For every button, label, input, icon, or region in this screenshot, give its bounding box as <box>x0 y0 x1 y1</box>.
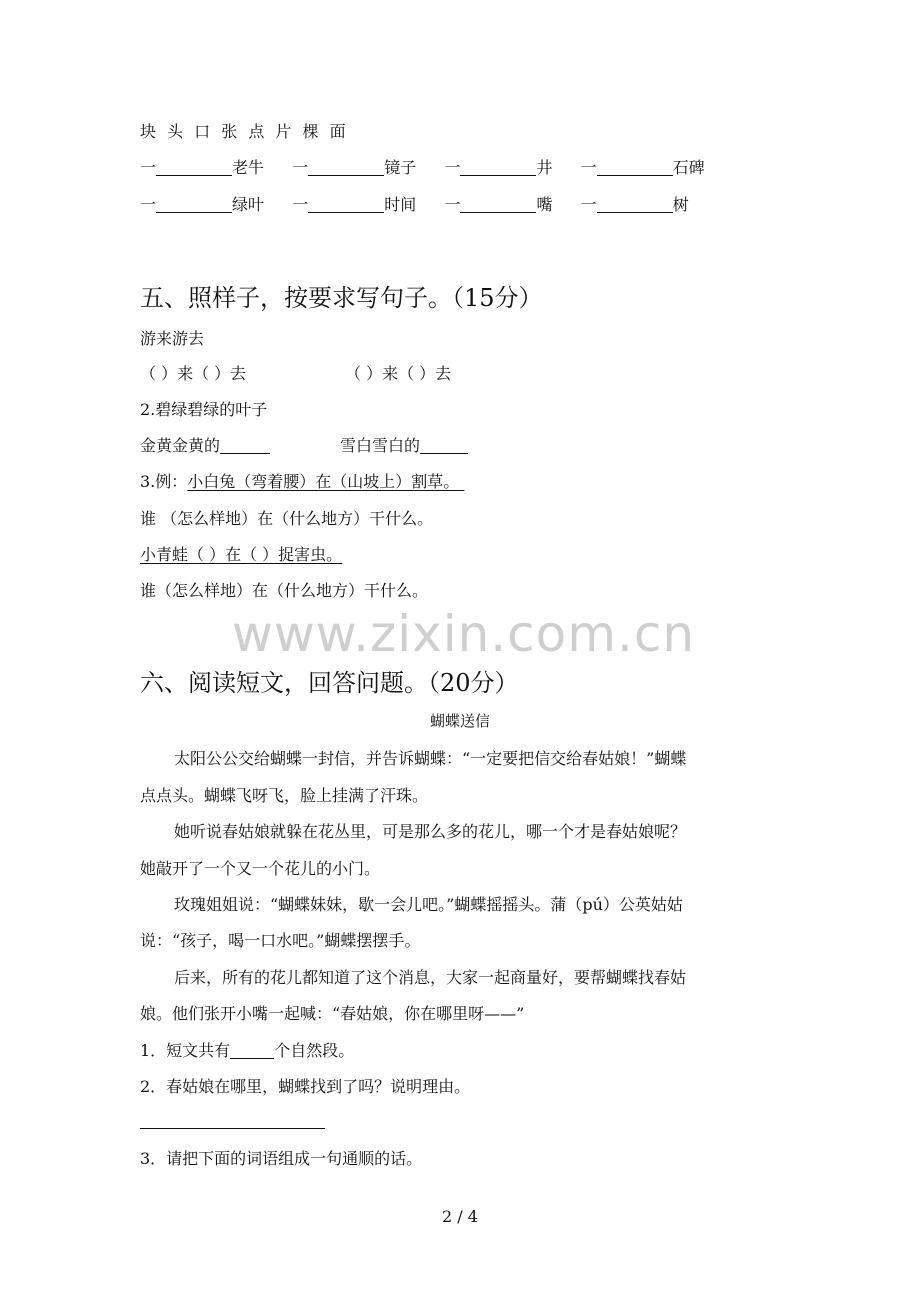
watermark: www.zixin.com.cn <box>232 605 696 663</box>
story-title: 蝴蝶送信 <box>429 712 490 730</box>
page-number: 2 / 4 <box>442 1207 478 1226</box>
paragraph-4-line-2: 娘。他们张开小嘴一起喊：“春姑娘，你在哪里呀——” <box>140 1004 525 1023</box>
frog-sentence-blank[interactable]: 小青蛙（ ）在（ ）捉害虫。 <box>140 545 343 564</box>
paragraph-3-line-1: 玫瑰姐姐说：“蝴蝶妹妹，歇一会儿吧。”蝴蝶摇摇头。蒲（pú）公英姑姑 <box>174 895 683 914</box>
noun-word: 石碑 <box>672 158 705 177</box>
question-3: 3．请把下面的词语组成一句通顺的话。 <box>140 1149 423 1168</box>
sentence-pattern-1: 谁 （怎么样地）在（什么地方）干什么。 <box>140 509 434 528</box>
example-text: 小白兔（弯着腰）在（山坡上）割草。 <box>187 472 460 491</box>
phrase-prefix: 雪白雪白的 <box>340 436 421 455</box>
paragraph-3-line-2: 说：“孩子，喝一口水吧。”蝴蝶摆摆手。 <box>140 931 421 950</box>
measure-prefix: 一 <box>444 158 461 177</box>
answer-line[interactable] <box>140 1128 325 1129</box>
noun-word: 井 <box>536 158 553 177</box>
paragraph-2-line-2: 她敲开了一个又一个花儿的小门。 <box>140 859 381 878</box>
fill-row-2 <box>140 192 689 215</box>
answer-blank[interactable] <box>308 159 384 176</box>
measure-prefix: 一 <box>140 158 157 177</box>
question-1 <box>140 1038 354 1061</box>
noun-word: 树 <box>672 195 689 214</box>
measure-word-options: 块 头 口 张 点 片 棵 面 <box>140 122 349 141</box>
answer-blank[interactable] <box>230 1042 274 1059</box>
fill-phrase-a <box>140 433 270 456</box>
question-1-suffix: 个自然段。 <box>274 1041 355 1060</box>
noun-word: 镜子 <box>384 158 417 177</box>
answer-blank[interactable] <box>460 159 536 176</box>
example-phrase: 游来游去 <box>140 329 205 348</box>
noun-word: 嘴 <box>536 195 553 214</box>
answer-blank[interactable] <box>460 196 536 213</box>
question-1-prefix: 1．短文共有 <box>140 1041 231 1060</box>
paragraph-1-line-1: 太阳公公交给蝴蝶一封信，并告诉蝴蝶：“一定要把信交给春姑娘！”蝴蝶 <box>174 749 687 768</box>
paragraph-4-line-1: 后来，所有的花儿都知道了这个消息，大家一起商量好，要帮蝴蝶找春姑 <box>174 968 687 987</box>
answer-blank[interactable] <box>597 159 673 176</box>
answer-blank[interactable] <box>220 437 270 454</box>
pattern-blank-a[interactable]: （ ）来（ ）去 <box>140 364 247 383</box>
measure-prefix: 一 <box>292 158 309 177</box>
fill-row-1 <box>140 155 705 178</box>
example-label: 3.例： <box>140 472 188 491</box>
section-6-title: 六、阅读短文，回答问题。（20分） <box>140 669 519 697</box>
noun-word: 绿叶 <box>232 195 265 214</box>
measure-prefix: 一 <box>292 195 309 214</box>
pattern-blank-b[interactable]: （ ）来（ ）去 <box>345 364 452 383</box>
measure-prefix: 一 <box>444 195 461 214</box>
noun-word: 老牛 <box>232 158 265 177</box>
example-phrase-2: 2.碧绿碧绿的叶子 <box>140 400 268 419</box>
phrase-prefix: 金黄金黄的 <box>140 436 221 455</box>
measure-prefix: 一 <box>580 158 597 177</box>
measure-prefix: 一 <box>140 195 157 214</box>
question-2: 2．春姑娘在哪里，蝴蝶找到了吗？说明理由。 <box>140 1077 471 1096</box>
example-sentence <box>140 469 464 492</box>
answer-blank[interactable] <box>597 196 673 213</box>
answer-blank[interactable] <box>420 437 468 454</box>
answer-blank[interactable] <box>308 196 384 213</box>
paragraph-2-line-1: 她听说春姑娘就躲在花丛里，可是那么多的花儿，哪一个才是春姑娘呢？ <box>174 822 687 841</box>
measure-prefix: 一 <box>580 195 597 214</box>
answer-blank[interactable] <box>156 159 232 176</box>
fill-phrase-b <box>340 433 468 456</box>
paragraph-1-line-2: 点点头。蝴蝶飞呀飞，脸上挂满了汗珠。 <box>140 786 429 805</box>
answer-blank[interactable] <box>156 196 232 213</box>
section-5-title: 五、照样子，按要求写句子。（15分） <box>140 284 543 312</box>
noun-word: 时间 <box>384 195 417 214</box>
sentence-pattern-2: 谁（怎么样地）在（什么地方）干什么。 <box>140 581 429 600</box>
